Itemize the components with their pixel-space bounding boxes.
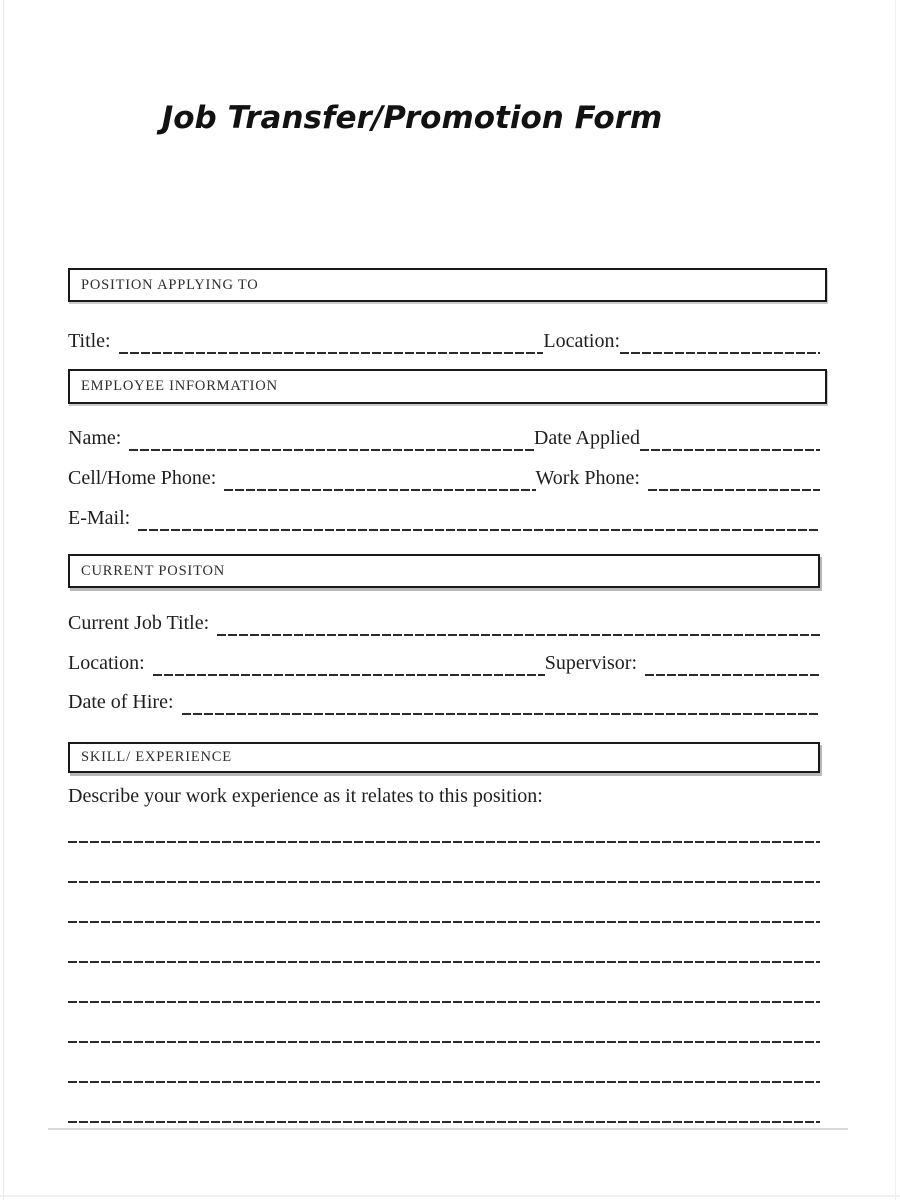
field-line-email bbox=[138, 503, 820, 531]
skill-prompt-text: Describe your work experience as it relates to this position: bbox=[68, 785, 543, 807]
field-line-location bbox=[620, 326, 820, 354]
field-label-current-location: Location: bbox=[68, 652, 145, 674]
section-header-current-position bbox=[68, 554, 820, 588]
section-header-label: SKILL/ EXPERIENCE bbox=[81, 749, 232, 765]
writing-line bbox=[68, 881, 820, 883]
writing-line bbox=[68, 1121, 820, 1123]
field-label-email: E-Mail: bbox=[68, 507, 131, 529]
field-line-current-location bbox=[153, 648, 545, 676]
section-header-label: EMPLOYEE INFORMATION bbox=[81, 378, 278, 394]
field-row-date-of-hire bbox=[68, 687, 820, 717]
field-line-current-job-title bbox=[217, 608, 820, 636]
writing-line bbox=[68, 961, 820, 963]
writing-line bbox=[68, 1001, 820, 1003]
field-line-supervisor bbox=[645, 648, 820, 676]
page-edge-bottom bbox=[0, 1195, 900, 1197]
writing-line bbox=[68, 1041, 820, 1043]
field-line-date-applied bbox=[640, 423, 820, 451]
page-edge-left bbox=[3, 0, 4, 1200]
field-row-location-supervisor bbox=[68, 648, 820, 678]
writing-line bbox=[68, 1081, 820, 1083]
field-row-name-dateapplied bbox=[68, 423, 820, 453]
field-label-location: Location: bbox=[543, 330, 620, 352]
section-header-position-applying-to bbox=[68, 268, 827, 302]
field-label-name: Name: bbox=[68, 427, 122, 449]
section-header-skill-experience bbox=[68, 742, 820, 773]
field-line-name bbox=[129, 423, 534, 451]
page-title: Job Transfer/Promotion Form bbox=[161, 100, 663, 136]
field-label-supervisor: Supervisor: bbox=[544, 652, 637, 674]
field-row-title-location bbox=[68, 326, 820, 356]
field-line-date-of-hire bbox=[182, 687, 820, 715]
field-label-current-job-title: Current Job Title: bbox=[68, 612, 210, 634]
writing-line bbox=[68, 921, 820, 923]
section-header-label: POSITION APPLYING TO bbox=[81, 276, 259, 293]
field-row-phones bbox=[68, 463, 820, 493]
field-line-title bbox=[119, 326, 544, 354]
section-header-employee-information bbox=[68, 369, 827, 404]
field-label-work-phone: Work Phone: bbox=[535, 467, 640, 489]
field-row-current-job-title bbox=[68, 608, 820, 638]
field-label-cell-home-phone: Cell/Home Phone: bbox=[68, 467, 217, 489]
writing-line bbox=[68, 841, 820, 843]
field-line-cell-home-phone bbox=[224, 463, 535, 491]
field-label-date-of-hire: Date of Hire: bbox=[68, 691, 174, 713]
field-line-work-phone bbox=[648, 463, 820, 491]
section-header-label: CURRENT POSITON bbox=[81, 562, 226, 579]
page-break-divider bbox=[48, 1128, 848, 1130]
field-label-date-applied: Date Applied bbox=[533, 427, 640, 449]
field-label-title: Title: bbox=[68, 330, 111, 352]
field-row-email bbox=[68, 503, 820, 533]
page-edge-right bbox=[895, 0, 896, 1200]
